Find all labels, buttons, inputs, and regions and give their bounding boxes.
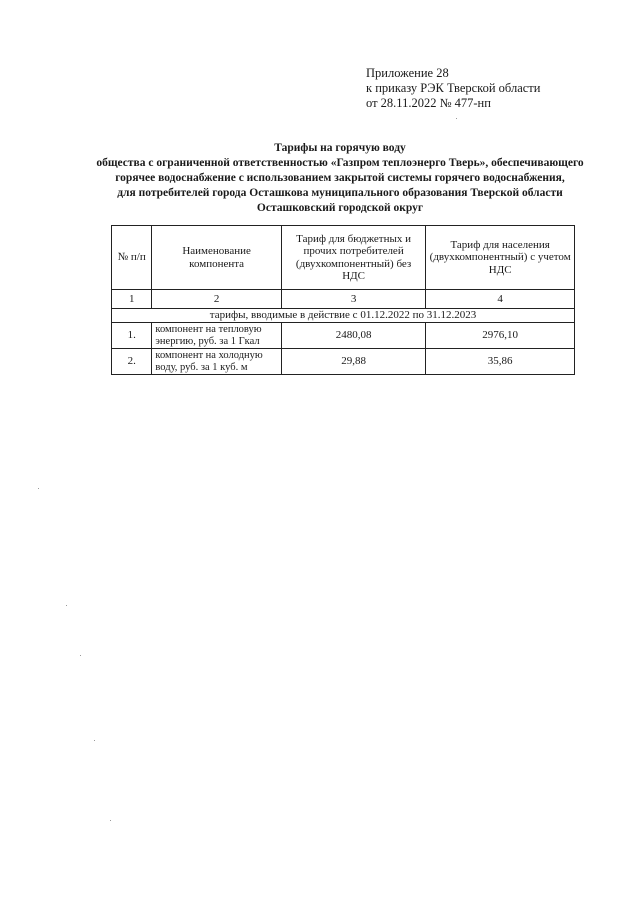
title-line-3: горячее водоснабжение с использованием закрытой системы горячего водоснабжения, [115,172,565,184]
header-tariff-population: Тариф для населения (двухкомпонентный) с учетом НДС [426,226,575,290]
scan-speck [110,820,111,821]
row-name: компонент на холодную воду, руб. за 1 куб. м [152,349,281,375]
period-row [112,309,575,323]
row-num: 1. [112,323,152,349]
title-line-4: для потребителей города Осташкова муниципального образования Тверской области [117,187,563,199]
table-row [112,323,575,349]
title-line-5: Осташковский городской округ [256,202,424,214]
table-row [112,349,575,375]
column-number-row [112,290,575,309]
header-tariff-budget: Тариф для бюджетных и прочих потребителей (двухкомпонентный) без НДС [281,226,426,290]
scan-speck [80,655,81,656]
column-number: 3 [281,290,426,309]
column-number: 1 [112,290,152,309]
appendix-order-date: от 28.11.2022 № 477-нп [366,96,491,110]
tariff-table [111,225,575,375]
row-population-tariff: 2976,10 [426,323,575,349]
header-name: Наименование компонента [152,226,281,290]
period-text: тарифы, вводимые в действие с 01.12.2022 по 31.12.2023 [112,309,575,323]
row-num: 2. [112,349,152,375]
column-number: 2 [152,290,281,309]
header-num: № п/п [112,226,152,290]
appendix-number: Приложение 28 [366,66,449,80]
title-line-2: общества с ограниченной ответственностью «Газпром теплоэнерго Тверь», обеспечивающего [96,157,584,169]
column-number: 4 [426,290,575,309]
row-name: компонент на тепловую энергию, руб. за 1 Гкал [152,323,281,349]
scan-speck [94,740,95,741]
row-budget-tariff: 29,88 [281,349,426,375]
appendix-reference [366,66,540,111]
scan-speck [38,488,39,489]
row-budget-tariff: 2480,08 [281,323,426,349]
scan-speck [66,605,67,606]
title-line-1: Тарифы на горячую воду [274,142,406,154]
appendix-order-ref: к приказу РЭК Тверской области [366,81,541,95]
document-title [60,141,620,216]
table-header-row [112,226,575,290]
scan-speck [456,118,457,119]
row-population-tariff: 35,86 [426,349,575,375]
